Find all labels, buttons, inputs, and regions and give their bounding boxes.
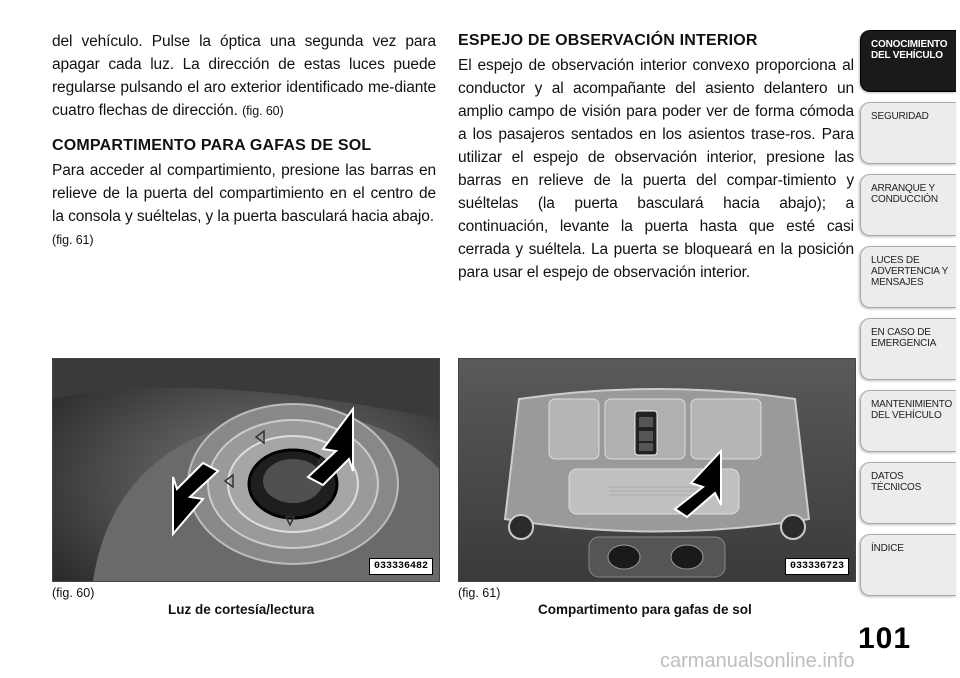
tab-conocimiento-vehiculo[interactable] bbox=[860, 30, 956, 92]
tab-seguridad[interactable] bbox=[860, 102, 956, 164]
tab-label-line: DEL VEHÍCULO bbox=[871, 410, 942, 421]
left-paragraph-2-text: Para acceder al compartimiento, presione las barras en relieve de la puerta del compartimiento en el centro de la consola y suéltelas, y la puerta basculará hacia abajo. bbox=[52, 162, 436, 225]
figure-61-image bbox=[458, 358, 856, 582]
tab-label-line: DATOS bbox=[871, 471, 904, 482]
fig60-reference[interactable]: (fig. 60) bbox=[242, 104, 284, 118]
tab-label-line: CONDUCCIÓN bbox=[871, 194, 938, 205]
tab-emergencia[interactable] bbox=[860, 318, 956, 380]
tab-label-line: EMERGENCIA bbox=[871, 338, 937, 349]
tab-label-line: TÉCNICOS bbox=[871, 482, 922, 493]
tab-label-line: SEGURIDAD bbox=[871, 111, 929, 122]
right-column bbox=[458, 30, 854, 284]
tab-label-line: CONOCIMIENTO bbox=[871, 39, 948, 50]
left-paragraph-1 bbox=[52, 30, 436, 123]
left-column bbox=[52, 30, 436, 252]
figure-60-label: (fig. 60) bbox=[52, 586, 95, 600]
figure-60-caption: Luz de cortesía/lectura bbox=[168, 602, 315, 617]
tab-datos-tecnicos[interactable] bbox=[860, 462, 956, 524]
tab-mantenimiento[interactable] bbox=[860, 390, 956, 452]
heading-compartimento-gafas: COMPARTIMENTO PARA GAFAS DE SOL bbox=[52, 137, 372, 154]
tab-label-line: LUCES DE bbox=[871, 255, 920, 266]
tab-arranque-conduccion[interactable] bbox=[860, 174, 956, 236]
tab-label-line: MANTENIMIENTO bbox=[871, 399, 953, 410]
courtesy-light-illustration bbox=[53, 359, 439, 581]
heading-espejo-observacion: ESPEJO DE OBSERVACIÓN INTERIOR bbox=[458, 32, 758, 49]
tab-label-line: MENSAJES bbox=[871, 277, 924, 288]
tab-label-line: ADVERTENCIA Y bbox=[871, 266, 949, 277]
left-paragraph-1-text: del vehículo. Pulse la óptica una segunda vez para apagar cada luz. La dirección de estas luces puede regularse pulsando el aro exterior identificado me-diante cuatro flechas de dirección. bbox=[52, 33, 436, 119]
left-paragraph-2 bbox=[52, 159, 436, 252]
tab-label-line: EN CASO DE bbox=[871, 327, 931, 338]
watermark: carmanualsonline.info bbox=[660, 650, 855, 672]
figure-61-code: 033336723 bbox=[785, 558, 849, 575]
figure-61-label: (fig. 61) bbox=[458, 586, 501, 600]
figure-60-code: 033336482 bbox=[369, 558, 433, 575]
tab-label-line: ARRANQUE Y bbox=[871, 183, 935, 194]
tab-label-line: ÍNDICE bbox=[871, 543, 904, 554]
tab-indice[interactable] bbox=[860, 534, 956, 596]
fig61-reference[interactable]: (fig. 61) bbox=[52, 233, 94, 247]
tab-luces-advertencia[interactable] bbox=[860, 246, 956, 308]
figure-60-image bbox=[52, 358, 440, 582]
tab-label-line: DEL VEHÍCULO bbox=[871, 50, 943, 61]
page-number: 101 bbox=[858, 622, 912, 655]
sunglasses-compartment-illustration bbox=[459, 359, 855, 581]
right-paragraph: El espejo de observación interior convexo proporciona al conductor y al acompañante del asiento delantero un amplio campo de visión para poder ver de forma cómoda a los pasajeros sentados en los asientos trase-ros. Para utilizar el espejo de observación interior, presione las barras en relieve de la puerta del compar-timiento y suéltelas (la puerta basculará hacia abajo); a continuación, levante la puerta hasta que esté casi cerrada y suéltela. La puerta se bloqueará en la posición para usar el espejo de observación interior. bbox=[458, 57, 854, 281]
figure-61-caption: Compartimento para gafas de sol bbox=[538, 602, 752, 617]
